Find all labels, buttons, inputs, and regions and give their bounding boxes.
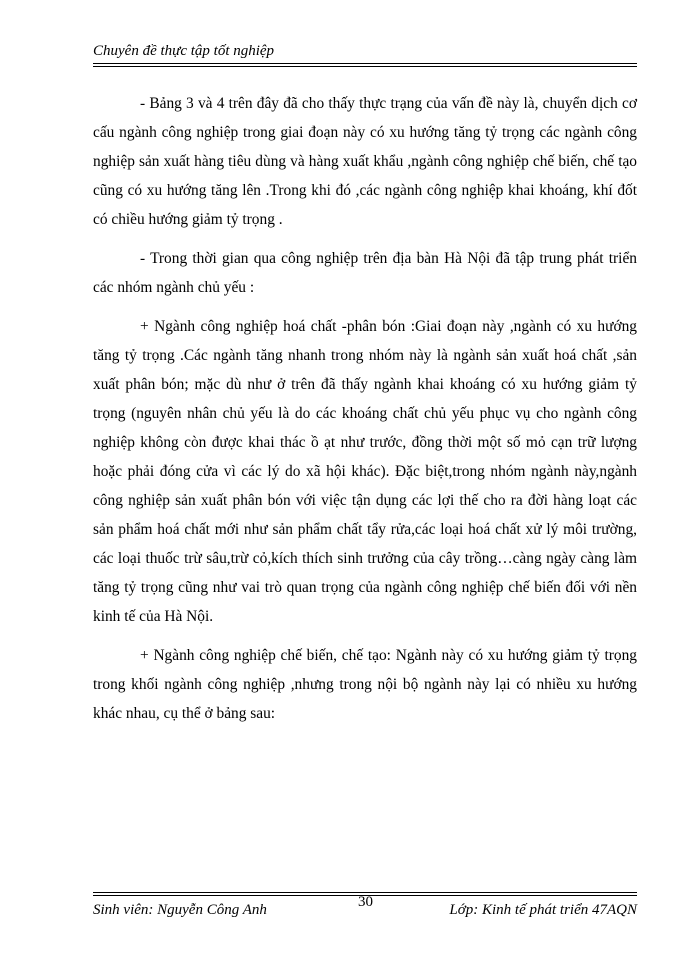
- footer-class: Lớp: Kinh tế phát triển 47AQN: [449, 902, 637, 918]
- paragraph-4: + Ngành công nghiệp chế biến, chế tạo: Ngành này có xu hướng giảm tỷ trọng trong khối ngành công nghiệp ,nhưng trong nội bộ ngành này lại có nhiều xu hướng khác nhau, cụ thể ở bảng sau:: [93, 647, 637, 722]
- footer-student: Sinh viên: Nguyễn Công Anh: [93, 902, 267, 918]
- page-header: [93, 42, 637, 67]
- page-footer: [93, 892, 637, 922]
- body-text: [93, 89, 637, 738]
- paragraph-3: + Ngành công nghiệp hoá chất -phân bón :Giai đoạn này ,ngành có xu hướng tăng tỷ trọng .Các ngành tăng nhanh trong nhóm này là ngành sản xuất hoá chất ,sản xuất phân bón; mặc dù như ở trên đã thấy ngành khai khoáng có xu hướng giảm tỷ trọng (nguyên nhân chủ yếu là do các khoáng chất chủ yếu phục vụ cho ngành công nghiệp không còn được khai thác ồ ạt như trước, đồng thời một số mỏ cạn trữ lượng hoặc phải đóng cửa vì các lý do xã hội khác). Đặc biệt,trong nhóm ngành này,ngành công nghiệp sản xuất phân bón với việc tận dụng các lợi thế cho ra đời hàng loạt các sản phẩm hoá chất mới như sản phẩm chất tẩy rửa,các loại hoá chất xử lý môi trường, các loại thuốc trừ sâu,trừ cỏ,kích thích sinh trưởng của cây trồng…càng ngày càng làm tăng tỷ trọng cũng như vai trò quan trọng của ngành công nghiệp chế biến đối với nền kinh tế của Hà Nội.: [93, 318, 637, 625]
- paragraph-2: - Trong thời gian qua công nghiệp trên địa bàn Hà Nội đã tập trung phát triển các nhóm ngành chủ yếu :: [93, 250, 637, 296]
- header-title: Chuyên đề thực tập tốt nghiệp: [93, 43, 275, 59]
- header-rule: [93, 63, 637, 67]
- footer-row: [93, 894, 637, 922]
- paragraph-1: - Bảng 3 và 4 trên đây đã cho thấy thực trạng của vấn đề này là, chuyển dịch cơ cấu ngành công nghiệp trong giai đoạn này có xu hướng tăng tỷ trọng các ngành công nghiệp sản xuất hàng tiêu dùng và hàng xuất khẩu ,ngành công nghiệp chế biến, chế tạo cũng có xu hướng tăng lên .Trong khi đó ,các ngành công nghiệp khai khoáng, khí đốt có chiều hướng giảm tỷ trọng .: [93, 95, 637, 228]
- page-number: 30: [358, 894, 373, 910]
